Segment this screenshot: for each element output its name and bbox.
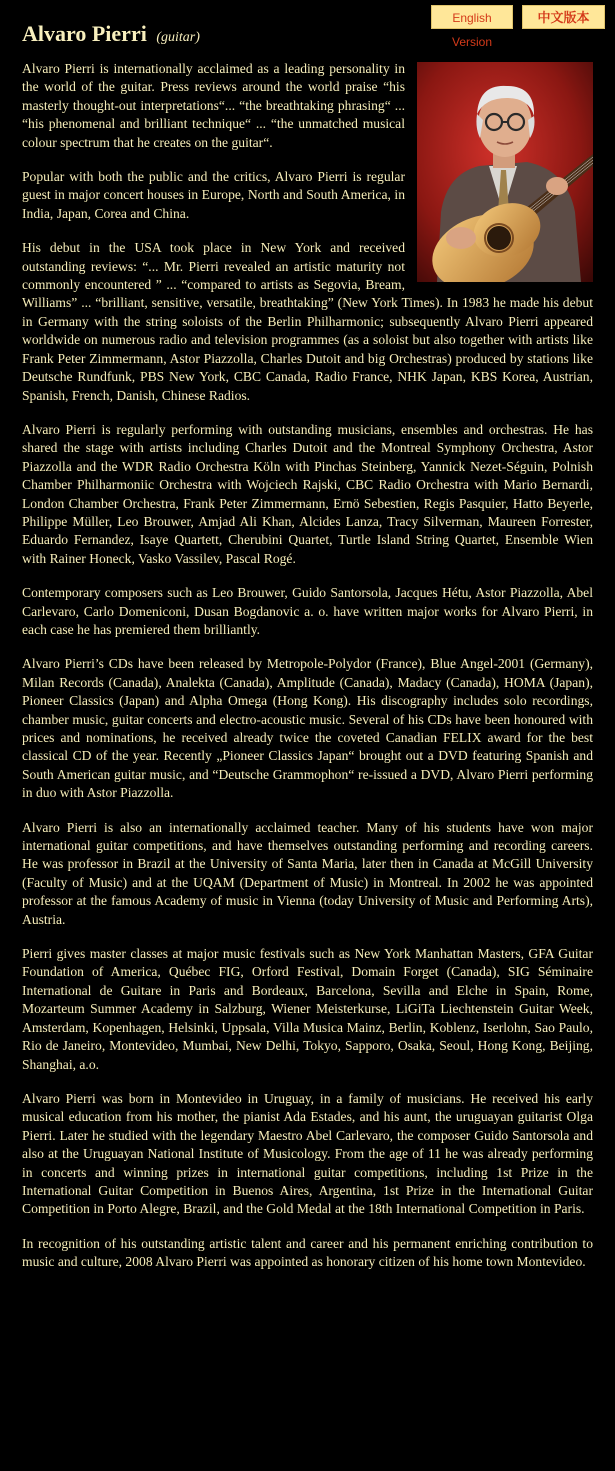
biography-content xyxy=(22,20,593,1288)
artist-instrument: (guitar) xyxy=(156,30,200,45)
bio-paragraph: Alvaro Pierri is internationally acclaimed as a leading personality in the world of the guitar. Press reviews around the world praise “his masterly thought-out interpretations“... “the breathtaking phrasing“ ... “his phenomenal and brilliant technique“ ... “the unmatched musical colour spectrum that he creates on the guitar“. xyxy=(22,61,405,150)
bio-paragraph: Contemporary composers such as Leo Brouwer, Guido Santorsola, Jacques Hétu, Astor Piazzolla, Abel Carlevaro, Carlo Domeniconi, Dusan Bogdanovic a. o. have written major works for Alvaro Pierri, in each case he has premiered them brilliantly. xyxy=(22,585,593,637)
bio-paragraph: Popular with both the public and the critics, Alvaro Pierri is regular guest in major concert houses in Europe, North and South America, in India, Japan, Corea and China. xyxy=(22,169,405,221)
bio-paragraph: His debut in the USA took place in New York and received outstanding reviews: “... Mr. Pierri revealed an artistic maturity not commonly encountered ” ... “compared to artists as Segovia, Bream, Williams” ... “brilliant, sensitive, versatile, breathtaking” (New York Times). In 1983 he made his debut in Germany with the string soloists of the Berlin Philharmonic; subsequently Alvaro Pierri appeared worldwide on numerous radio and television programmes (as a soloist but also together with artists like Frank Peter Zimmermann, Astor Piazzolla, Charles Dutoit and big Orchestras) produced by stations like Deutsche Rundfunk, PBS New York, CBC Canada, Radio France, NHK Japan, KBS Korea, Austrian, Spanish, French, Danish, Chinese Radios. xyxy=(22,240,593,403)
chinese-version-button[interactable]: 中文版本 xyxy=(522,5,605,29)
bio-paragraph: Alvaro Pierri’s CDs have been released by Metropole-Polydor (France), Blue Angel-2001 (Germany), Milan Records (Canada), Analekta (Canada), Amplitude (Canada), Madacy (Canada), HOMA (Japan), Pioneer Classics (Japan) and Alpha Omega (Hong Kong). His discography includes solo recordings, chamber music, guitar concerts and electro-acoustic music. Several of his CDs have been honoured with prices and nominations, he received already twice the coveted Canadian FELIX award for the best classical CD of the year. Recently „Pioneer Classics Japan“ brought out a DVD featuring Spanish and South American guitar music, and “Deutsche Grammophon“ re-issued a DVD, Alvaro Pierri performing in duo with Astor Piazzolla. xyxy=(22,656,593,801)
bio-paragraph: Pierri gives master classes at major music festivals such as New York Manhattan Masters, GFA Guitar Foundation of America, Québec FIG, Orford Festival, Domain Forget (Canada), SIG Séminaire International de Guitare in Paris and Bordeaux, Barcelona, Sevilla and Elche in Spain, Rome, Mozarteum Summer Academy in Salzburg, Wiener Meisterkurse, LiGiTa Liechtenstein Guitar Week, Amsterdam, Kopenhagen, Helsinki, Uppsala, Villa Musica Mainz, Berlin, Koblenz, Iserlohn, Sao Paulo, Rio de Janeiro, Montevideo, Mumbai, New Delhi, Tokyo, Sapporo, Osaka, Seoul, Hong Kong, Beijing, Shanghai, a.o. xyxy=(22,946,593,1072)
artist-photo xyxy=(417,62,593,282)
bio-paragraph: Alvaro Pierri is also an internationally acclaimed teacher. Many of his students have won major international guitar competitions, and have themselves outstanding performing and recording careers. He was professor in Brazil at the University of Santa Maria, later then in Canada at McGill University (Faculty of Music) and at the UQAM (Department of Music) in Montreal. In 2002 he was appointed professor at the famous Academy of music in Vienna (today University of Music and Performing Arts), Austria. xyxy=(22,819,593,927)
bio-paragraph: In recognition of his outstanding artistic talent and career and his permanent enriching contribution to music and culture, 2008 Alvaro Pierri was appointed as honorary citizen of his home town Montevideo. xyxy=(22,1235,593,1270)
page-title xyxy=(22,20,593,52)
artist-name: Alvaro Pierri xyxy=(22,21,147,46)
english-version-button[interactable]: English Version xyxy=(431,5,513,29)
bio-paragraph: Alvaro Pierri was born in Montevideo in Uruguay, in a family of musicians. He received his early musical education from his mother, the pianist Ada Estades, and his aunt, the uruguayan guitarist Olga Pierri. Later he studied with the legendary Maestro Abel Carlevaro, the composer Guido Santorsola and also at the Uruguayan National Institute of Musicology. From the age of 11 he was already performing in concerts and winning prizes in international guitar competitions, including 1st Prize in the International Guitar Competition in Buenos Aires, Argentina, 1st Prize in the International Guitar Competition in Porto Alegre, Brazil, and the Gold Medal at the 18th International Competition in Paris. xyxy=(22,1090,593,1217)
bio-paragraph: Alvaro Pierri is regularly performing with outstanding musicians, ensembles and orchestras. He has shared the stage with artists including Charles Dutoit and the Montreal Symphony Orchestra, Astor Piazzolla and the WDR Radio Orchestra Köln with Pinchas Steinberg, Yannick Nezet-Séguin, Polnish Chamber Philharmoniic Orchestra with Wojciech Rajski, CBC Radio Orchestra with Mario Bernardi, London Chamber Orchestra, Frank Peter Zimmermann, Ernö Sebestien, Regis Pasquier, Hatto Beyerle, Philippe Müller, Leo Brouwer, Amjad Ali Khan, Alcides Lanza, Tracy Silverman, Maureen Forrester, Eduardo Fernandez, Isaye Quartett, Cherubini Quartet, Turtle Island String Quartet, Ensemble Wien with Rainer Honeck, Vasko Vassilev, Pascal Rogé. xyxy=(22,421,593,566)
